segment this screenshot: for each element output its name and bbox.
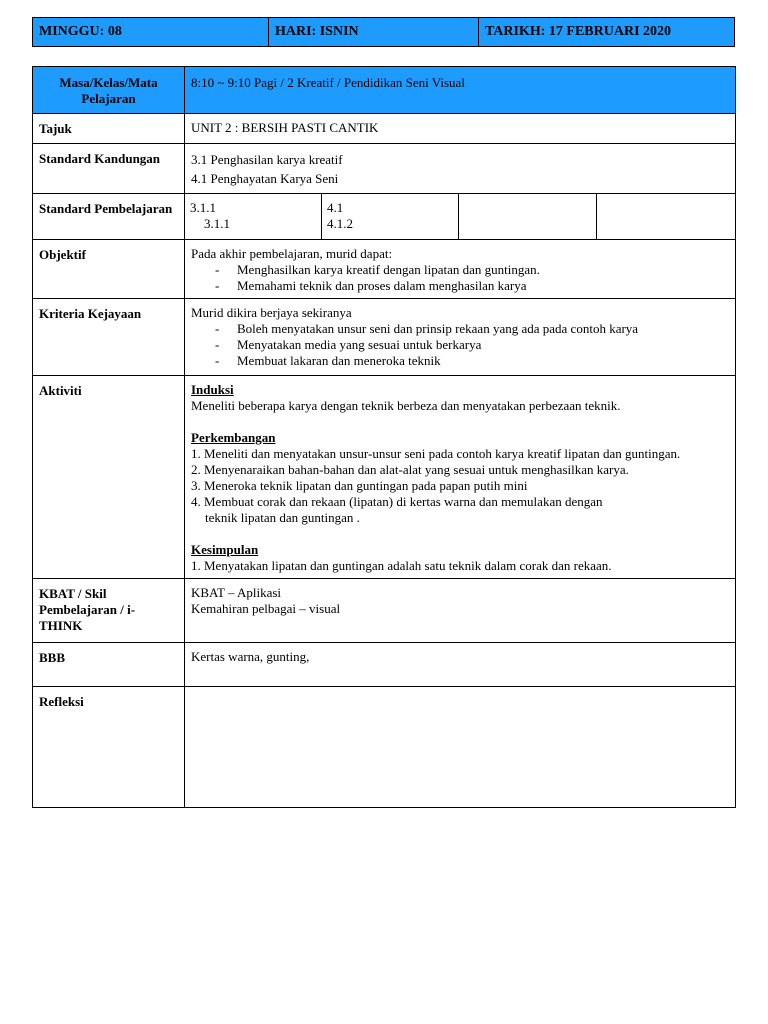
kesimpulan-title: Kesimpulan [191, 542, 259, 557]
objektif-intro: Pada akhir pembelajaran, murid dapat: [191, 246, 393, 261]
label-tajuk: Tajuk [33, 114, 185, 144]
value-refleksi [185, 687, 736, 808]
date-cell: TARIKH: 17 FEBRUARI 2020 [485, 24, 672, 39]
kriteria-intro: Murid dikira berjaya sekiranya [191, 305, 352, 320]
sp-col-2 [322, 194, 459, 239]
value-tajuk: UNIT 2 : BERSIH PASTI CANTIK [185, 114, 736, 144]
lesson-plan-table [32, 66, 736, 808]
value-kriteria [185, 299, 736, 376]
label-aktiviti: Aktiviti [33, 376, 185, 579]
sp-code: 4.1.2 [327, 216, 353, 231]
objektif-item: - Menghasilkan karya kreatif dengan lipatan dan guntingan. [191, 262, 729, 278]
induksi-text: Meneliti beberapa karya dengan teknik berbeza dan menyatakan perbezaan teknik. [191, 398, 621, 413]
objektif-item: - Memahami teknik dan proses dalam menghasilan karya [191, 278, 729, 294]
value-bbb: Kertas warna, gunting, [185, 643, 736, 687]
value-aktiviti [185, 376, 736, 579]
label-bbb: BBB [33, 643, 185, 687]
sp-code: 4.1 [327, 200, 344, 215]
perkembangan-title: Perkembangan [191, 430, 276, 445]
kbat-line: KBAT – Aplikasi [191, 585, 282, 600]
label-kbat: KBAT / Skil Pembelajaran / i-THINK [33, 579, 185, 643]
row-aktiviti [33, 376, 736, 579]
label-refleksi: Refleksi [33, 687, 185, 808]
sk-line: 3.1 Penghasilan karya kreatif [191, 152, 343, 167]
day-cell: HARI: ISNIN [269, 18, 479, 46]
row-tajuk [33, 114, 736, 144]
label-masa: Masa/Kelas/Mata Pelajaran [33, 67, 185, 114]
row-refleksi [33, 687, 736, 808]
value-objektif [185, 240, 736, 299]
sp-col-1 [185, 194, 322, 239]
row-objektif [33, 240, 736, 299]
row-kriteria [33, 299, 736, 376]
sp-code: 3.1.1 [190, 200, 216, 215]
induksi-title: Induksi [191, 382, 234, 397]
row-standard-pembelajaran [33, 194, 736, 240]
perkembangan-item-cont: teknik lipatan dan guntingan . [205, 510, 360, 525]
value-kbat [185, 579, 736, 643]
value-masa: 8:10 ~ 9:10 Pagi / 2 Kreatif / Pendidikan Seni Visual [185, 67, 736, 114]
label-standard-kandungan: Standard Kandungan [33, 144, 185, 194]
row-bbb [33, 643, 736, 687]
perkembangan-item: 3. Meneroka teknik lipatan dan guntingan pada papan putih mini [191, 478, 528, 493]
kriteria-item: - Membuat lakaran dan meneroka teknik [191, 353, 729, 369]
kriteria-item: - Boleh menyatakan unsur seni dan prinsip rekaan yang ada pada contoh karya [191, 321, 729, 337]
value-standard-kandungan [185, 144, 736, 194]
kesimpulan-text: 1. Menyatakan lipatan dan guntingan adalah satu teknik dalam corak dan rekaan. [191, 558, 612, 573]
perkembangan-item: 4. Membuat corak dan rekaan (lipatan) di kertas warna dan memulakan dengan [191, 494, 603, 509]
sp-col-3 [459, 194, 597, 239]
sp-code: 3.1.1 [204, 216, 230, 231]
perkembangan-item: 1. Meneliti dan menyatakan unsur-unsur seni pada contoh karya kreatif lipatan dan guntingan. [191, 446, 681, 461]
label-objektif: Objektif [33, 240, 185, 299]
sp-col-4 [597, 194, 735, 239]
kriteria-item: - Menyatakan media yang sesuai untuk berkarya [191, 337, 729, 353]
kbat-line: Kemahiran pelbagai – visual [191, 601, 341, 616]
row-standard-kandungan [33, 144, 736, 194]
row-masa [33, 67, 736, 114]
week-cell: MINGGU: 08 [33, 18, 269, 46]
sk-line: 4.1 Penghayatan Karya Seni [191, 171, 339, 186]
perkembangan-item: 2. Menyenaraikan bahan-bahan dan alat-alat yang sesuai untuk menghasilkan karya. [191, 462, 629, 477]
value-standard-pembelajaran [185, 194, 736, 240]
label-kriteria: Kriteria Kejayaan [33, 299, 185, 376]
header-bar [32, 17, 735, 47]
row-kbat [33, 579, 736, 643]
label-standard-pembelajaran: Standard Pembelajaran [33, 194, 185, 240]
